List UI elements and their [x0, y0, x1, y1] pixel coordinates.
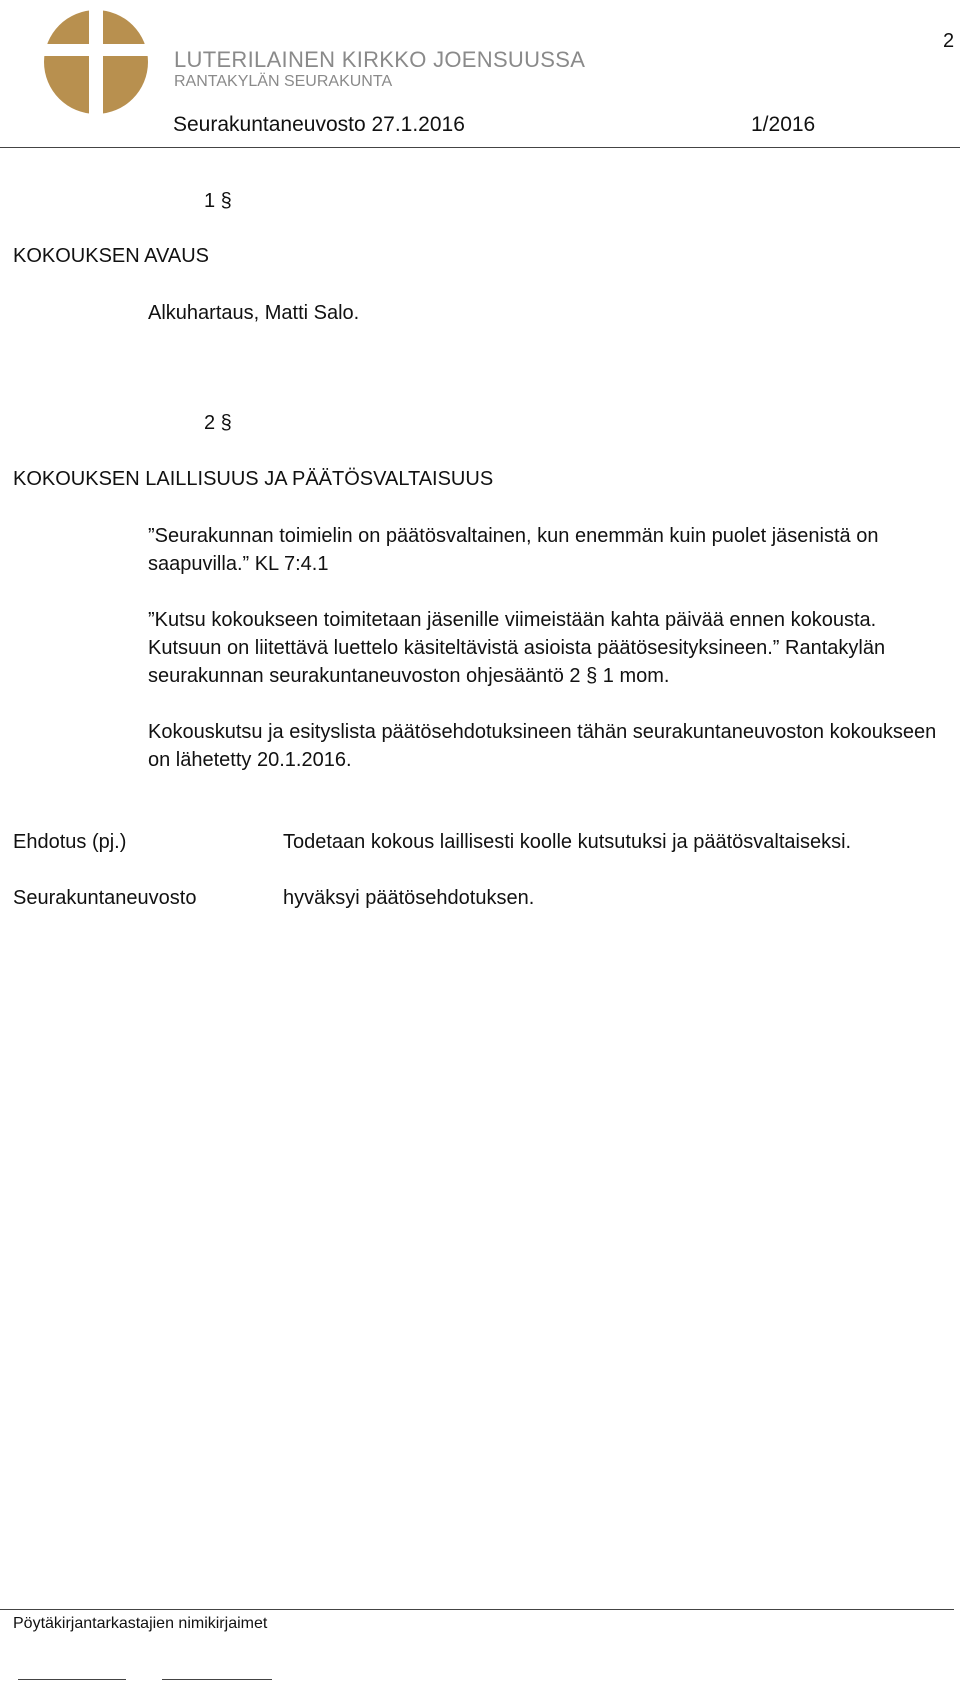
section-heading: KOKOUKSEN LAILLISUUS JA PÄÄTÖSVALTAISUUS	[13, 468, 494, 490]
church-logo	[44, 10, 148, 114]
meeting-title: Seurakuntaneuvosto 27.1.2016	[173, 113, 465, 136]
section-paragraph: ”Kutsu kokoukseen toimitetaan jäsenille viimeistään kahta päivää ennen kokousta. Kutsuun on liitettävä luettelo käsiteltävistä asioista päätösesityksineen.” Rantakylän seurakunnan seurakuntaneuvoston ohjesääntö 2 § 1 mom.	[148, 609, 886, 687]
parish-name: RANTAKYLÄN SEURAKUNTA	[174, 73, 393, 90]
decision-label: Seurakuntaneuvosto	[13, 887, 197, 909]
header-divider	[0, 147, 960, 148]
section-paragraph: Alkuhartaus, Matti Salo.	[148, 302, 360, 324]
proposal-text: Todetaan kokous laillisesti koolle kutsutuksi ja päätösvaltaiseksi.	[283, 831, 852, 853]
section-number: 2 §	[204, 412, 232, 434]
issue-number: 1/2016	[751, 113, 816, 136]
proposal-label: Ehdotus (pj.)	[13, 831, 127, 853]
org-name: LUTERILAINEN KIRKKO JOENSUUSSA	[174, 47, 586, 72]
footer-label: Pöytäkirjantarkastajien nimikirjaimet	[13, 1615, 268, 1632]
page-number: 2	[943, 30, 955, 52]
footer-divider	[0, 1609, 954, 1610]
signature-line	[18, 1679, 126, 1680]
section-body	[148, 522, 938, 802]
signature-line	[162, 1679, 272, 1680]
section-heading: KOKOUKSEN AVAUS	[13, 245, 209, 267]
section-paragraph: Kokouskutsu ja esityslista päätösehdotuksineen tähän seurakuntaneuvoston kokoukseen on lähetetty 20.1.2016.	[148, 721, 937, 771]
section-paragraph: ”Seurakunnan toimielin on päätösvaltainen, kun enemmän kuin puolet jäsenistä on saapuvilla.” KL 7:4.1	[148, 525, 879, 575]
section-number: 1 §	[204, 190, 232, 212]
decision-text: hyväksyi päätösehdotuksen.	[283, 887, 535, 909]
